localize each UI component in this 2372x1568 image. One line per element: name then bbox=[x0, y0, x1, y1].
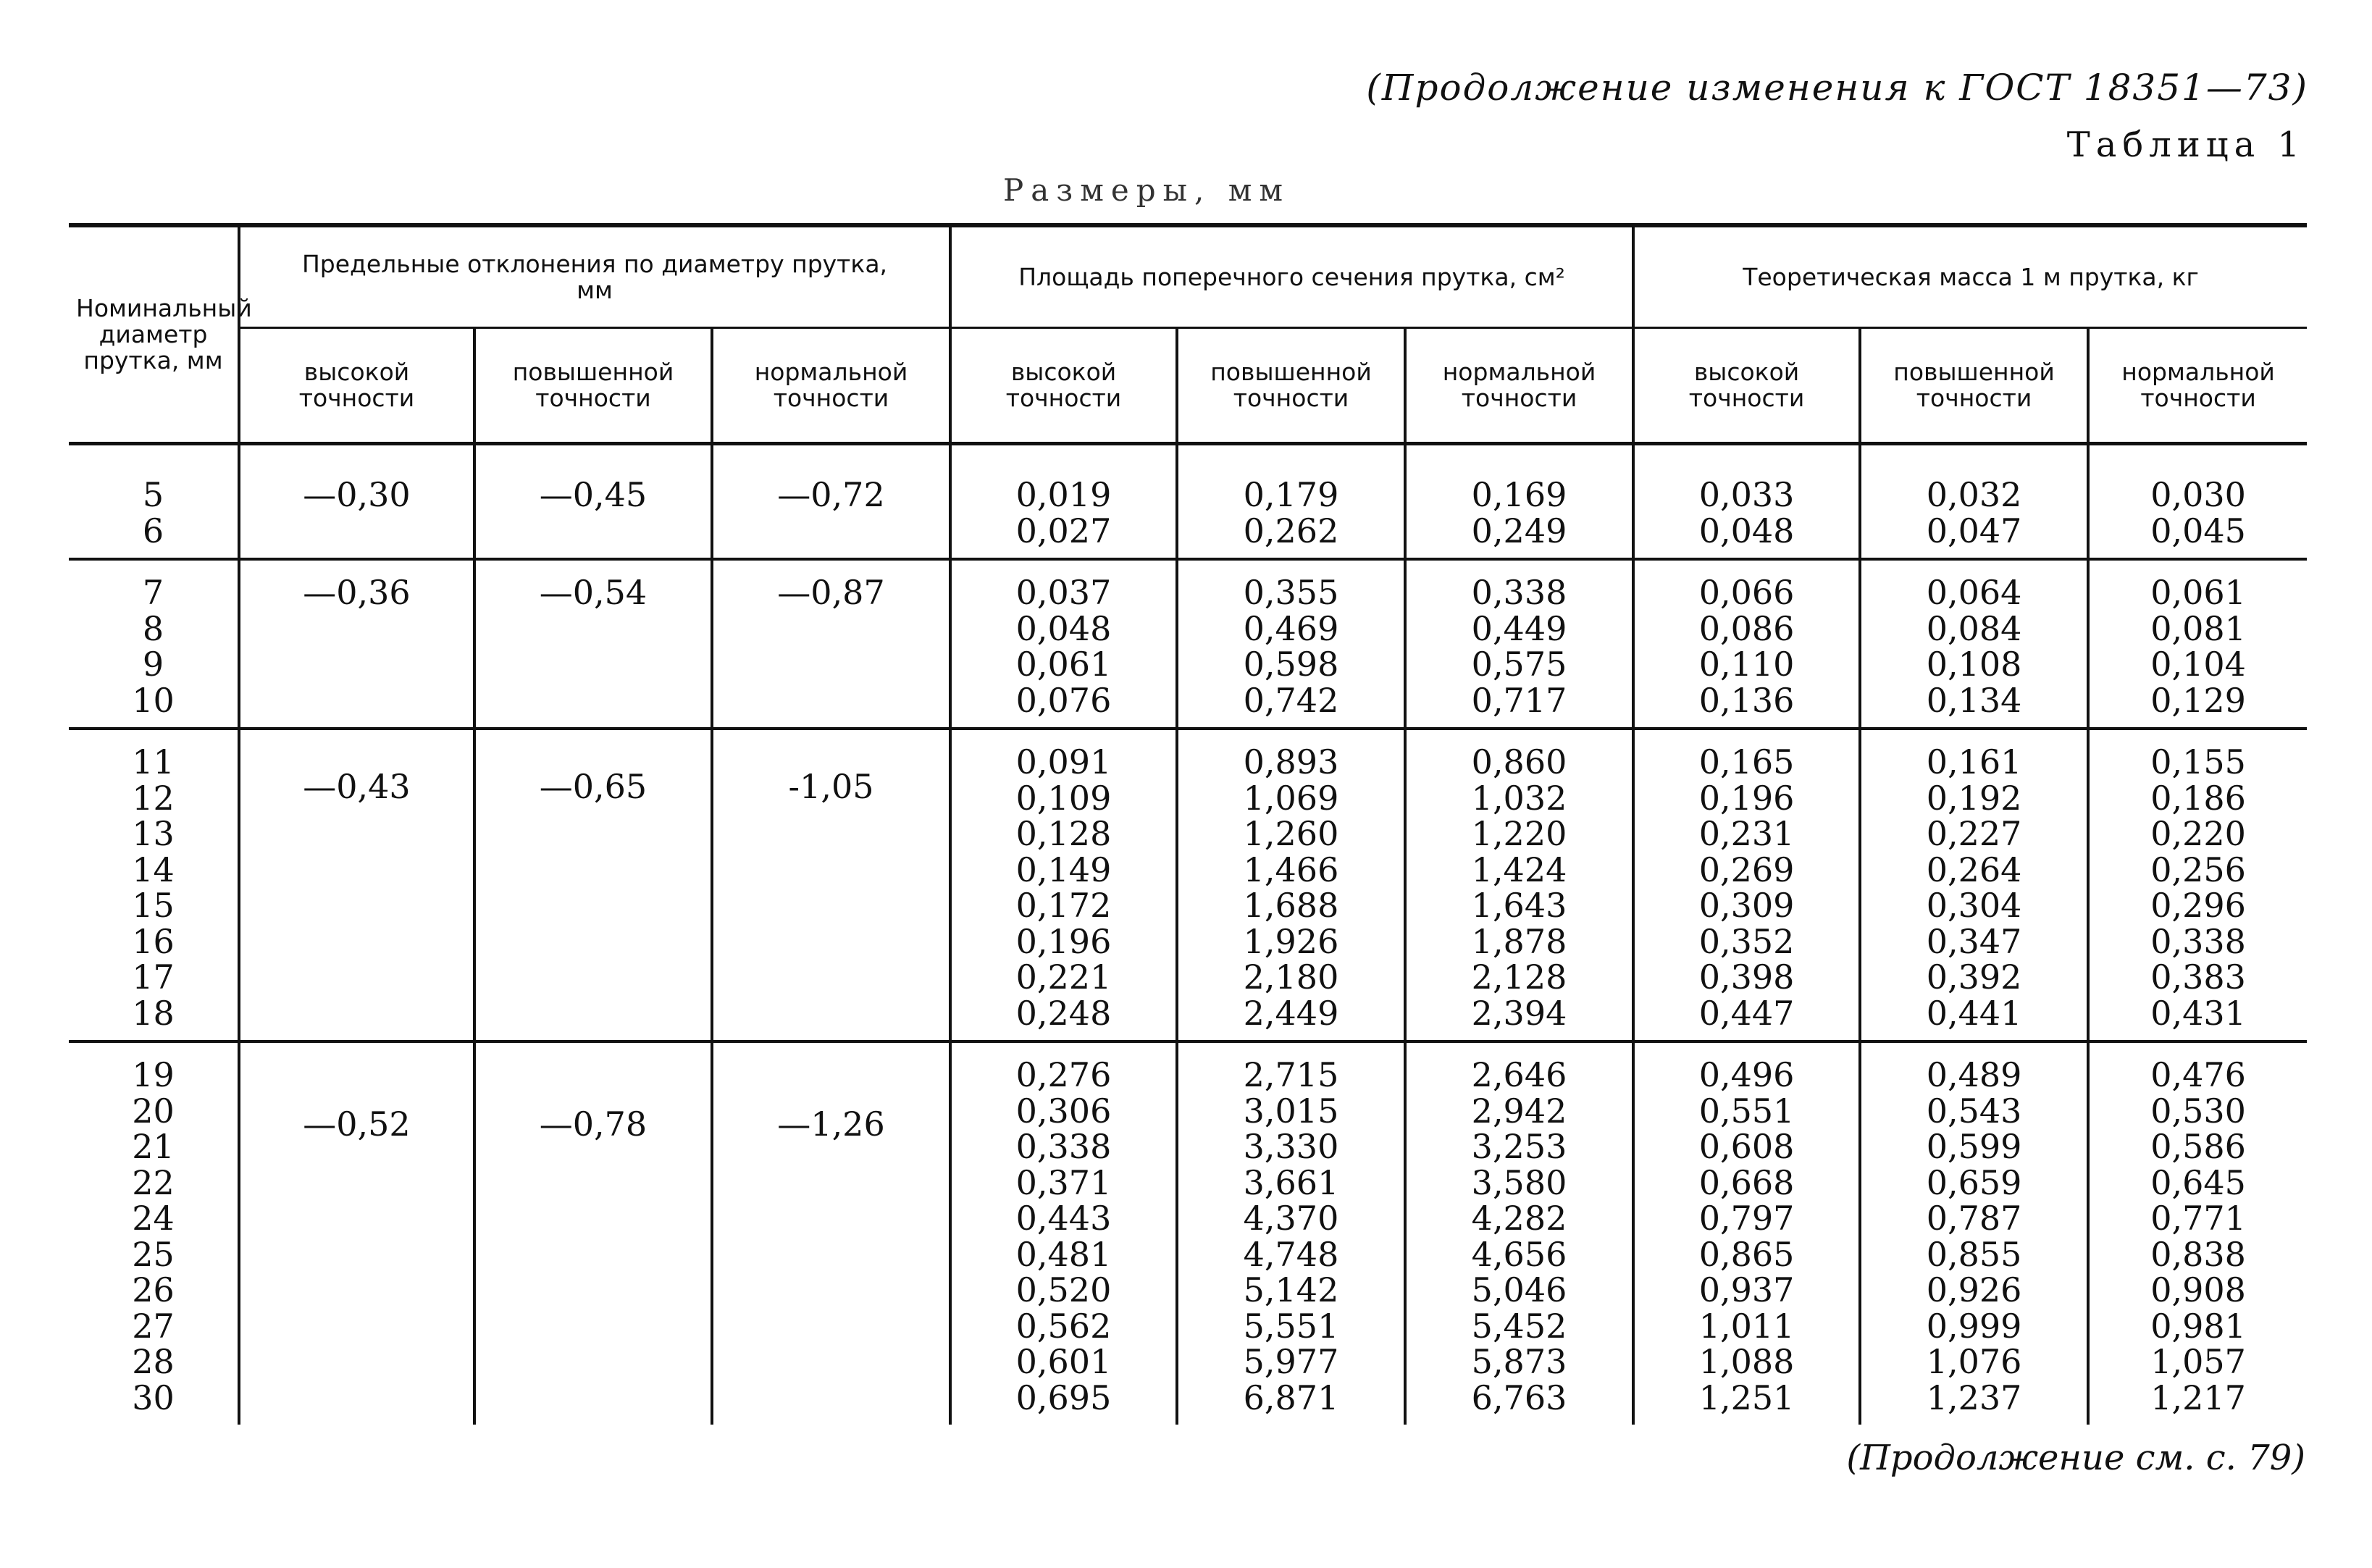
mass-value: 0,296 bbox=[2150, 886, 2246, 925]
area-value: 2,715 bbox=[1243, 1055, 1339, 1094]
area-value: 0,306 bbox=[1015, 1091, 1112, 1131]
mass-value: 1,076 bbox=[1926, 1342, 2022, 1381]
deviation-value: —1,26 bbox=[777, 1104, 885, 1144]
area-value: 3,330 bbox=[1243, 1127, 1339, 1166]
header-area: Площадь поперечного сечения прутка, см² bbox=[950, 225, 1633, 328]
diameter-value: 28 bbox=[132, 1342, 175, 1381]
area-value: 0,598 bbox=[1243, 645, 1339, 684]
area-value: 1,688 bbox=[1243, 886, 1339, 925]
deviation-value: -1,05 bbox=[788, 767, 874, 806]
document-header-note: (Продолжение изменения к ГОСТ 18351—73) bbox=[1366, 67, 2308, 109]
area-cell bbox=[950, 444, 1177, 560]
mass-value: 1,011 bbox=[1698, 1306, 1795, 1346]
area-value: 1,466 bbox=[1243, 850, 1339, 889]
area-value: 0,091 bbox=[1015, 742, 1112, 781]
mass-value: 0,161 bbox=[1926, 742, 2022, 781]
area-cell bbox=[1177, 729, 1405, 1041]
area-value: 0,355 bbox=[1243, 573, 1339, 612]
area-value: 0,019 bbox=[1015, 475, 1112, 514]
mass-value: 0,110 bbox=[1698, 645, 1795, 684]
area-value: 0,061 bbox=[1015, 645, 1112, 684]
mass-value: 0,489 bbox=[1926, 1055, 2022, 1094]
mass-cell bbox=[1633, 1041, 1860, 1425]
nominal-diameter-cell bbox=[69, 559, 239, 729]
diameter-value: 6 bbox=[142, 511, 164, 550]
table-label: Таблица 1 bbox=[2066, 125, 2305, 165]
deviation-cell bbox=[239, 1041, 474, 1425]
area-cell bbox=[950, 1041, 1177, 1425]
mass-value: 0,447 bbox=[1698, 993, 1795, 1033]
mass-cell bbox=[1633, 729, 1860, 1041]
area-value: 3,580 bbox=[1471, 1162, 1567, 1202]
mass-value: 0,165 bbox=[1698, 742, 1795, 781]
area-value: 0,371 bbox=[1015, 1162, 1112, 1202]
mass-value: 0,441 bbox=[1926, 993, 2022, 1033]
area-value: 1,643 bbox=[1471, 886, 1567, 925]
area-value: 0,262 bbox=[1243, 511, 1339, 550]
diameter-value: 30 bbox=[132, 1378, 175, 1417]
area-value: 0,221 bbox=[1015, 957, 1112, 997]
diameter-value: 24 bbox=[132, 1199, 175, 1238]
deviation-value: —0,54 bbox=[539, 573, 648, 612]
deviation-cell bbox=[239, 729, 474, 1041]
area-value: 5,551 bbox=[1243, 1306, 1339, 1346]
diameter-value: 14 bbox=[132, 850, 175, 889]
area-value: 2,128 bbox=[1471, 957, 1567, 997]
deviation-cell bbox=[474, 444, 712, 560]
area-cell bbox=[1405, 559, 1633, 729]
mass-value: 0,227 bbox=[1926, 814, 2022, 853]
mass-value: 0,192 bbox=[1926, 778, 2022, 818]
deviation-value: —0,30 bbox=[303, 475, 411, 514]
area-value: 0,860 bbox=[1471, 742, 1567, 781]
mass-cell bbox=[1860, 729, 2088, 1041]
mass-value: 0,937 bbox=[1698, 1270, 1795, 1309]
area-value: 0,249 bbox=[1471, 511, 1567, 550]
area-value: 0,469 bbox=[1243, 608, 1339, 648]
area-value: 6,763 bbox=[1471, 1378, 1567, 1417]
deviation-value: —0,45 bbox=[539, 475, 648, 514]
area-value: 0,149 bbox=[1015, 850, 1112, 889]
mass-value: 0,032 bbox=[1926, 475, 2022, 514]
mass-value: 0,108 bbox=[1926, 645, 2022, 684]
mass-value: 0,797 bbox=[1698, 1199, 1795, 1238]
mass-value: 0,771 bbox=[2150, 1199, 2246, 1238]
continuation-note: (Продолжение см. с. 79) bbox=[1846, 1438, 2305, 1478]
mass-value: 0,496 bbox=[1698, 1055, 1795, 1094]
mass-value: 0,231 bbox=[1698, 814, 1795, 853]
area-value: 5,977 bbox=[1243, 1342, 1339, 1381]
mass-value: 0,383 bbox=[2150, 957, 2246, 997]
mass-value: 0,104 bbox=[2150, 645, 2246, 684]
mass-cell bbox=[1633, 559, 1860, 729]
deviation-value: —0,72 bbox=[777, 475, 885, 514]
gost-table bbox=[69, 223, 2307, 1425]
deviation-value: —0,43 bbox=[303, 767, 411, 806]
subheader-deviation-normal: нормальной точности bbox=[712, 328, 950, 444]
mass-value: 0,926 bbox=[1926, 1270, 2022, 1309]
table-row-group bbox=[69, 559, 2307, 729]
area-value: 5,046 bbox=[1471, 1270, 1567, 1309]
area-value: 2,449 bbox=[1243, 993, 1339, 1033]
area-value: 0,742 bbox=[1243, 680, 1339, 720]
area-value: 1,424 bbox=[1471, 850, 1567, 889]
diameter-value: 5 bbox=[142, 475, 164, 514]
area-value: 3,253 bbox=[1471, 1127, 1567, 1166]
area-value: 6,871 bbox=[1243, 1378, 1339, 1417]
mass-value: 1,251 bbox=[1698, 1378, 1795, 1417]
mass-value: 1,217 bbox=[2150, 1378, 2246, 1417]
table-row-group bbox=[69, 444, 2307, 560]
deviation-value: —0,52 bbox=[303, 1104, 411, 1144]
header-nominal-diameter: Номинальный диаметр прутка, мм bbox=[69, 225, 239, 444]
diameter-value: 19 bbox=[132, 1055, 175, 1094]
mass-value: 0,530 bbox=[2150, 1091, 2246, 1131]
area-value: 0,128 bbox=[1015, 814, 1112, 853]
area-value: 0,109 bbox=[1015, 778, 1112, 818]
header-mass: Теоретическая масса 1 м прутка, кг bbox=[1633, 225, 2307, 328]
deviation-cell bbox=[474, 559, 712, 729]
area-value: 1,260 bbox=[1243, 814, 1339, 853]
mass-value: 0,398 bbox=[1698, 957, 1795, 997]
area-cell bbox=[1177, 559, 1405, 729]
diameter-value: 7 bbox=[142, 573, 164, 612]
area-value: 0,481 bbox=[1015, 1234, 1112, 1274]
header-deviations: Предельные отклонения по диаметру прутка, мм bbox=[239, 225, 950, 328]
mass-value: 0,608 bbox=[1698, 1127, 1795, 1166]
mass-value: 0,045 bbox=[2150, 511, 2246, 550]
diameter-value: 16 bbox=[132, 921, 175, 961]
mass-value: 0,084 bbox=[1926, 608, 2022, 648]
area-value: 5,873 bbox=[1471, 1342, 1567, 1381]
area-value: 4,656 bbox=[1471, 1234, 1567, 1274]
area-value: 2,394 bbox=[1471, 993, 1567, 1033]
diameter-value: 11 bbox=[132, 742, 175, 781]
subheader-mass-normal: нормальной точности bbox=[2088, 328, 2307, 444]
area-value: 0,893 bbox=[1243, 742, 1339, 781]
area-value: 0,248 bbox=[1015, 993, 1112, 1033]
area-value: 0,169 bbox=[1471, 475, 1567, 514]
area-cell bbox=[1177, 444, 1405, 560]
mass-cell bbox=[2088, 559, 2307, 729]
mass-value: 0,086 bbox=[1698, 608, 1795, 648]
mass-value: 0,081 bbox=[2150, 608, 2246, 648]
diameter-value: 10 bbox=[132, 680, 175, 720]
diameter-value: 9 bbox=[142, 645, 164, 684]
area-value: 5,452 bbox=[1471, 1306, 1567, 1346]
mass-value: 0,196 bbox=[1698, 778, 1795, 818]
area-value: 0,037 bbox=[1015, 573, 1112, 612]
mass-value: 0,048 bbox=[1698, 511, 1795, 550]
mass-cell bbox=[1860, 444, 2088, 560]
deviation-value: —0,87 bbox=[777, 573, 885, 612]
nominal-diameter-cell bbox=[69, 1041, 239, 1425]
area-value: 5,142 bbox=[1243, 1270, 1339, 1309]
mass-value: 0,347 bbox=[1926, 921, 2022, 961]
area-value: 0,520 bbox=[1015, 1270, 1112, 1309]
nominal-diameter-cell bbox=[69, 444, 239, 560]
table-row-group bbox=[69, 729, 2307, 1041]
mass-value: 0,908 bbox=[2150, 1270, 2246, 1309]
area-value: 0,048 bbox=[1015, 608, 1112, 648]
subheader-area-normal: нормальной точности bbox=[1405, 328, 1633, 444]
subheader-area-raised: повышенной точности bbox=[1177, 328, 1405, 444]
diameter-value: 12 bbox=[132, 778, 175, 818]
diameter-value: 27 bbox=[132, 1306, 175, 1346]
deviation-value: —0,78 bbox=[539, 1104, 648, 1144]
deviation-cell bbox=[239, 444, 474, 560]
mass-value: 0,033 bbox=[1698, 475, 1795, 514]
deviation-cell bbox=[239, 559, 474, 729]
area-value: 2,942 bbox=[1471, 1091, 1567, 1131]
mass-value: 0,392 bbox=[1926, 957, 2022, 997]
mass-value: 0,064 bbox=[1926, 573, 2022, 612]
subheader-area-high: высокой точности bbox=[950, 328, 1177, 444]
mass-value: 0,855 bbox=[1926, 1234, 2022, 1274]
mass-value: 0,352 bbox=[1698, 921, 1795, 961]
area-value: 4,282 bbox=[1471, 1199, 1567, 1238]
deviation-cell bbox=[712, 559, 950, 729]
diameter-value: 26 bbox=[132, 1270, 175, 1309]
mass-value: 0,309 bbox=[1698, 886, 1795, 925]
dimensions-caption: Размеры, мм bbox=[1003, 172, 1291, 208]
mass-value: 0,599 bbox=[1926, 1127, 2022, 1166]
diameter-value: 20 bbox=[132, 1091, 175, 1131]
area-value: 0,575 bbox=[1471, 645, 1567, 684]
subheader-mass-raised: повышенной точности bbox=[1860, 328, 2088, 444]
nominal-diameter-cell bbox=[69, 729, 239, 1041]
mass-value: 0,304 bbox=[1926, 886, 2022, 925]
area-value: 0,443 bbox=[1015, 1199, 1112, 1238]
area-value: 0,076 bbox=[1015, 680, 1112, 720]
diameter-value: 18 bbox=[132, 993, 175, 1033]
area-cell bbox=[950, 559, 1177, 729]
area-cell bbox=[1405, 444, 1633, 560]
deviation-cell bbox=[712, 444, 950, 560]
area-value: 0,338 bbox=[1471, 573, 1567, 612]
deviation-cell bbox=[474, 729, 712, 1041]
diameter-value: 8 bbox=[142, 608, 164, 648]
mass-value: 0,543 bbox=[1926, 1091, 2022, 1131]
mass-value: 0,551 bbox=[1698, 1091, 1795, 1131]
mass-value: 0,338 bbox=[2150, 921, 2246, 961]
mass-value: 0,659 bbox=[1926, 1162, 2022, 1202]
mass-value: 0,264 bbox=[1926, 850, 2022, 889]
area-value: 1,878 bbox=[1471, 921, 1567, 961]
mass-cell bbox=[2088, 729, 2307, 1041]
mass-value: 0,787 bbox=[1926, 1199, 2022, 1238]
area-value: 3,015 bbox=[1243, 1091, 1339, 1131]
area-value: 0,562 bbox=[1015, 1306, 1112, 1346]
mass-cell bbox=[1860, 1041, 2088, 1425]
mass-value: 0,269 bbox=[1698, 850, 1795, 889]
diameter-value: 17 bbox=[132, 957, 175, 997]
area-value: 0,338 bbox=[1015, 1127, 1112, 1166]
mass-value: 0,136 bbox=[1698, 680, 1795, 720]
mass-value: 1,237 bbox=[1926, 1378, 2022, 1417]
subheader-deviation-high: высокой точности bbox=[239, 328, 474, 444]
mass-value: 0,220 bbox=[2150, 814, 2246, 853]
mass-value: 0,047 bbox=[1926, 511, 2022, 550]
mass-value: 0,586 bbox=[2150, 1127, 2246, 1166]
mass-value: 0,838 bbox=[2150, 1234, 2246, 1274]
mass-value: 0,981 bbox=[2150, 1306, 2246, 1346]
mass-value: 0,668 bbox=[1698, 1162, 1795, 1202]
diameter-value: 25 bbox=[132, 1234, 175, 1274]
mass-cell bbox=[2088, 1041, 2307, 1425]
mass-value: 0,186 bbox=[2150, 778, 2246, 818]
area-value: 2,180 bbox=[1243, 957, 1339, 997]
diameter-value: 15 bbox=[132, 886, 175, 925]
area-value: 0,695 bbox=[1015, 1378, 1112, 1417]
area-value: 0,179 bbox=[1243, 475, 1339, 514]
area-value: 0,027 bbox=[1015, 511, 1112, 550]
mass-value: 0,865 bbox=[1698, 1234, 1795, 1274]
mass-value: 0,155 bbox=[2150, 742, 2246, 781]
mass-value: 0,256 bbox=[2150, 850, 2246, 889]
mass-value: 0,476 bbox=[2150, 1055, 2246, 1094]
deviation-cell bbox=[712, 1041, 950, 1425]
mass-value: 1,057 bbox=[2150, 1342, 2246, 1381]
area-value: 1,032 bbox=[1471, 778, 1567, 818]
area-cell bbox=[1405, 1041, 1633, 1425]
area-value: 1,926 bbox=[1243, 921, 1339, 961]
area-value: 4,748 bbox=[1243, 1234, 1339, 1274]
deviation-cell bbox=[474, 1041, 712, 1425]
mass-value: 1,088 bbox=[1698, 1342, 1795, 1381]
area-value: 0,276 bbox=[1015, 1055, 1112, 1094]
deviation-value: —0,36 bbox=[303, 573, 411, 612]
mass-value: 0,999 bbox=[1926, 1306, 2022, 1346]
area-cell bbox=[1177, 1041, 1405, 1425]
mass-value: 0,431 bbox=[2150, 993, 2246, 1033]
mass-cell bbox=[1860, 559, 2088, 729]
area-value: 0,717 bbox=[1471, 680, 1567, 720]
area-value: 0,449 bbox=[1471, 608, 1567, 648]
mass-value: 0,030 bbox=[2150, 475, 2246, 514]
diameter-value: 22 bbox=[132, 1162, 175, 1202]
area-cell bbox=[950, 729, 1177, 1041]
mass-value: 0,134 bbox=[1926, 680, 2022, 720]
mass-value: 0,061 bbox=[2150, 573, 2246, 612]
area-value: 0,196 bbox=[1015, 921, 1112, 961]
mass-value: 0,645 bbox=[2150, 1162, 2246, 1202]
area-cell bbox=[1405, 729, 1633, 1041]
area-value: 1,220 bbox=[1471, 814, 1567, 853]
diameter-value: 13 bbox=[132, 814, 175, 853]
area-value: 0,601 bbox=[1015, 1342, 1112, 1381]
mass-cell bbox=[2088, 444, 2307, 560]
area-value: 2,646 bbox=[1471, 1055, 1567, 1094]
subheader-mass-high: высокой точности bbox=[1633, 328, 1860, 444]
area-value: 3,661 bbox=[1243, 1162, 1339, 1202]
mass-cell bbox=[1633, 444, 1860, 560]
area-value: 1,069 bbox=[1243, 778, 1339, 818]
mass-value: 0,066 bbox=[1698, 573, 1795, 612]
deviation-cell bbox=[712, 729, 950, 1041]
mass-value: 0,129 bbox=[2150, 680, 2246, 720]
deviation-value: —0,65 bbox=[539, 767, 648, 806]
area-value: 0,172 bbox=[1015, 886, 1112, 925]
subheader-deviation-raised: повышенной точности bbox=[474, 328, 712, 444]
area-value: 4,370 bbox=[1243, 1199, 1339, 1238]
table-row-group bbox=[69, 1041, 2307, 1425]
diameter-value: 21 bbox=[132, 1127, 175, 1166]
